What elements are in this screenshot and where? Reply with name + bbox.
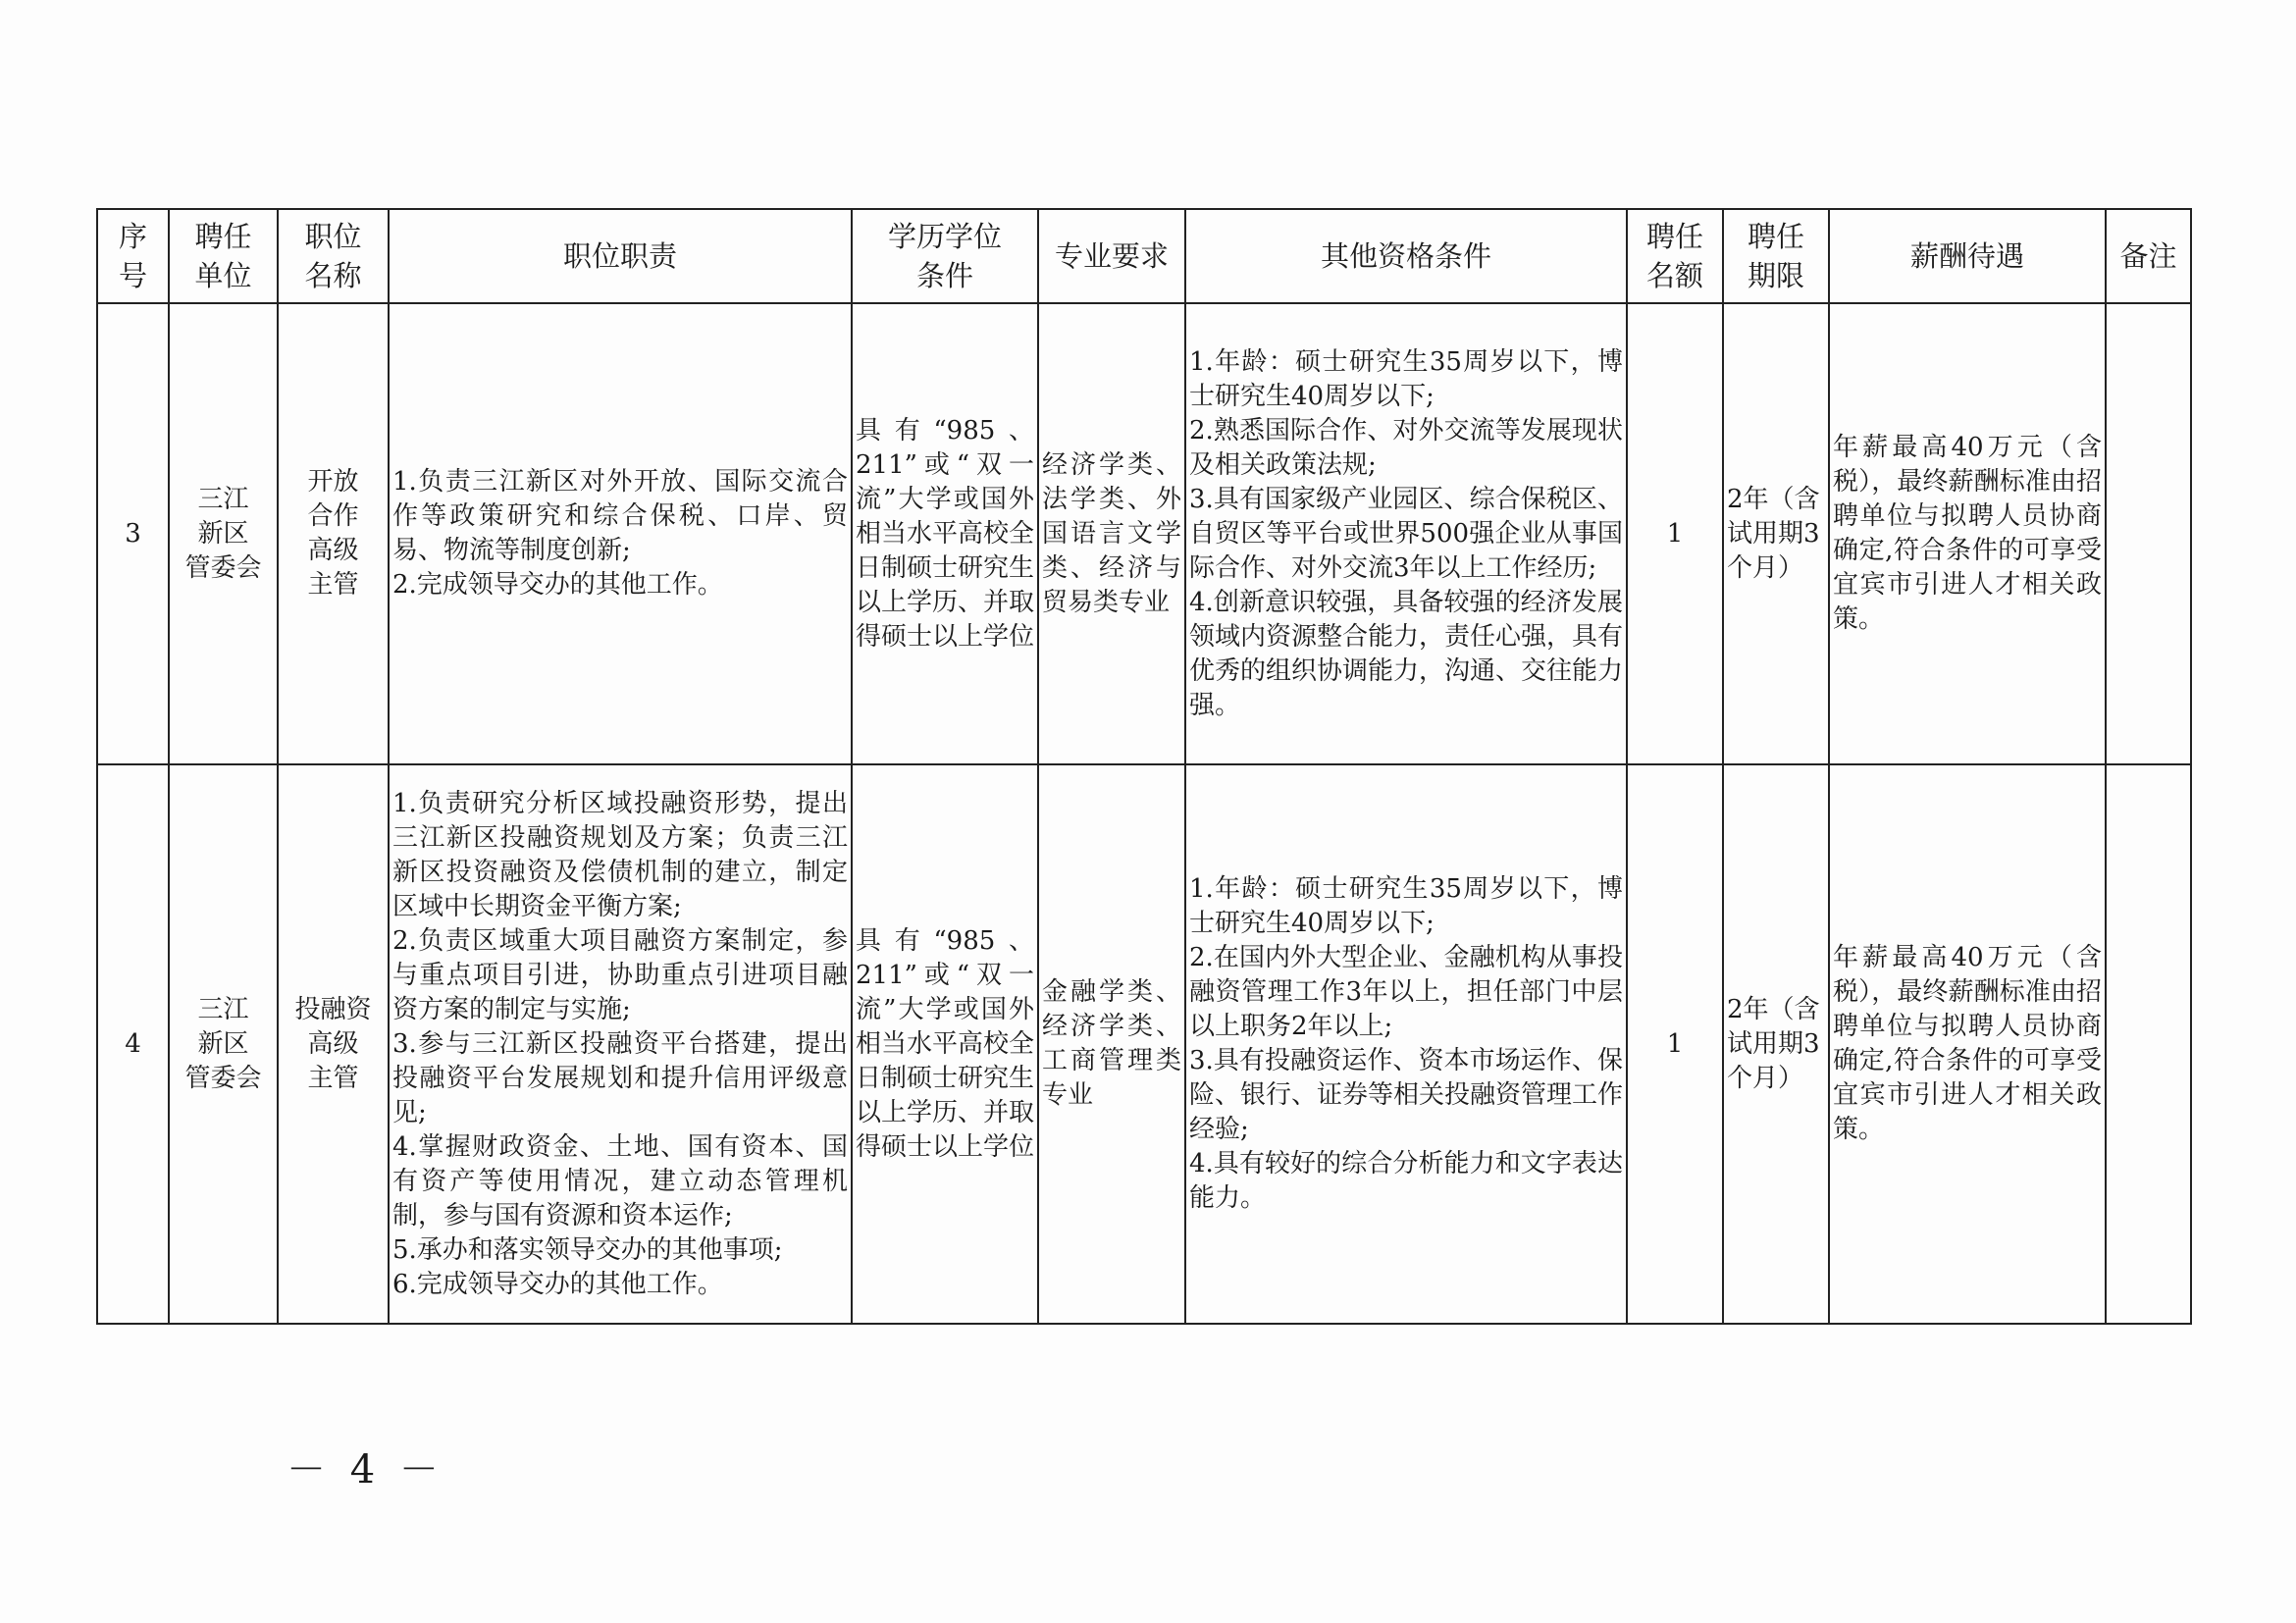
header-seq-label: 序 号 bbox=[118, 220, 147, 292]
header-remark-label: 备注 bbox=[2119, 239, 2177, 273]
table-row bbox=[97, 303, 2191, 764]
header-education-label: 学历学位 条件 bbox=[887, 220, 1002, 292]
cell-salary bbox=[1829, 303, 2106, 764]
cell-quota-text: 1 bbox=[1666, 518, 1684, 549]
header-salary-label: 薪酬待遇 bbox=[1909, 239, 2024, 273]
cell-quota bbox=[1627, 764, 1723, 1324]
header-term-label: 聘任 期限 bbox=[1747, 220, 1804, 292]
header-unit bbox=[169, 209, 278, 303]
header-position bbox=[278, 209, 389, 303]
cell-seq bbox=[97, 303, 169, 764]
header-quota bbox=[1627, 209, 1723, 303]
cell-major-text: 金融学类、经济学类、工商管理类专业 bbox=[1042, 977, 1181, 1110]
cell-duties bbox=[389, 764, 852, 1324]
header-other-label: 其他资格条件 bbox=[1320, 239, 1491, 273]
cell-quota bbox=[1627, 303, 1723, 764]
table-header-row bbox=[97, 209, 2191, 303]
cell-unit-text: 三江 新区 管委会 bbox=[184, 484, 262, 583]
cell-unit-text: 三江 新区 管委会 bbox=[184, 994, 262, 1093]
cell-salary-text: 年薪最高40万元（含税），最终薪酬标准由招聘单位与拟聘人员协商确定,符合条件的可享受宜宾市引进人才相关政策。 bbox=[1833, 943, 2102, 1144]
cell-duties-text: 1.负责三江新区对外开放、国际交流合作等政策研究和综合保税、口岸、贸易、物流等制度创新; 2.完成领导交办的其他工作。 bbox=[392, 467, 848, 600]
header-position-label: 职位 名称 bbox=[304, 220, 362, 292]
cell-other bbox=[1185, 764, 1627, 1324]
header-seq bbox=[97, 209, 169, 303]
header-major-label: 专业要求 bbox=[1054, 239, 1169, 273]
cell-education bbox=[852, 303, 1038, 764]
cell-term bbox=[1723, 764, 1829, 1324]
cell-education-text: 具有“985、211”或“双一流”大学或国外相当水平高校全日制硕士研究生以上学历、并取得硕士以上学位 bbox=[856, 415, 1035, 652]
cell-remark bbox=[2106, 764, 2191, 1324]
cell-seq-text: 4 bbox=[125, 1028, 141, 1059]
cell-major bbox=[1038, 764, 1185, 1324]
cell-duties bbox=[389, 303, 852, 764]
recruitment-table bbox=[96, 208, 2192, 1325]
cell-position-text: 开放 合作 高级 主管 bbox=[307, 467, 359, 600]
cell-other bbox=[1185, 303, 1627, 764]
cell-term bbox=[1723, 303, 1829, 764]
cell-other-text: 1.年龄：硕士研究生35周岁以下，博士研究生40周岁以下; 2.在国内外大型企业、金融机构从事投融资管理工作3年以上，担任部门中层以上职务2年以上; 3.具有投融资运作、资本市场运作、保险、银行、证券等相关投融资管理工作经验; 4.具有较好的综合分析能力和文字表达能力。 bbox=[1189, 874, 1624, 1213]
cell-education bbox=[852, 764, 1038, 1324]
cell-remark bbox=[2106, 303, 2191, 764]
header-education bbox=[852, 209, 1038, 303]
cell-duties-text: 1.负责研究分析区域投融资形势，提出三江新区投融资规划及方案；负责三江新区投资融资及偿债机制的建立，制定区域中长期资金平衡方案; 2.负责区域重大项目融资方案制定，参与重点项目引进，协助重点引进项目融资方案的制定与实施; 3.参与三江新区投融资平台搭建，提出投融资平台发展规划和提升信用评级意见; 4.掌握财政资金、土地、国有资本、国有资产等使用情况，建立动态管理机制，参与国有资源和资本运作; 5.承办和落实领导交办的其他事项; 6.完成领导交办的其他工作。 bbox=[392, 788, 848, 1299]
cell-salary bbox=[1829, 764, 2106, 1324]
cell-seq bbox=[97, 764, 169, 1324]
cell-term-text: 2年（含试用期3个月） bbox=[1727, 994, 1820, 1093]
header-unit-label: 聘任 单位 bbox=[194, 220, 252, 292]
cell-quota-text: 1 bbox=[1666, 1028, 1684, 1059]
header-salary bbox=[1829, 209, 2106, 303]
cell-unit bbox=[169, 764, 278, 1324]
cell-major bbox=[1038, 303, 1185, 764]
cell-position bbox=[278, 764, 389, 1324]
header-duties bbox=[389, 209, 852, 303]
header-term bbox=[1723, 209, 1829, 303]
cell-position bbox=[278, 303, 389, 764]
header-remark bbox=[2106, 209, 2191, 303]
header-quota-label: 聘任 名额 bbox=[1645, 220, 1703, 292]
cell-other-text: 1.年龄：硕士研究生35周岁以下，博士研究生40周岁以下; 2.熟悉国际合作、对外交流等发展现状及相关政策法规; 3.具有国家级产业园区、综合保税区、自贸区等平台或世界500强企业从事国际合作、对外交流3年以上工作经历; 4.创新意识较强，具备较强的经济发展领域内资源整合能力，责任心强，具有优秀的组织协调能力，沟通、交往能力强。 bbox=[1189, 346, 1624, 720]
cell-education-text: 具有“985、211”或“双一流”大学或国外相当水平高校全日制硕士研究生以上学历、并取得硕士以上学位 bbox=[856, 925, 1035, 1162]
cell-major-text: 经济学类、法学类、外国语言文学类、经济与贸易类专业 bbox=[1042, 449, 1181, 617]
header-major bbox=[1038, 209, 1185, 303]
page-number: － 4 － bbox=[287, 1447, 444, 1492]
header-duties-label: 职位职责 bbox=[562, 239, 677, 273]
cell-seq-text: 3 bbox=[125, 518, 141, 549]
table-row bbox=[97, 764, 2191, 1324]
cell-term-text: 2年（含试用期3个月） bbox=[1727, 484, 1820, 583]
cell-unit bbox=[169, 303, 278, 764]
cell-position-text: 投融资 高级 主管 bbox=[294, 994, 372, 1093]
cell-salary-text: 年薪最高40万元（含税），最终薪酬标准由招聘单位与拟聘人员协商确定,符合条件的可享受宜宾市引进人才相关政策。 bbox=[1833, 433, 2102, 634]
header-other bbox=[1185, 209, 1627, 303]
